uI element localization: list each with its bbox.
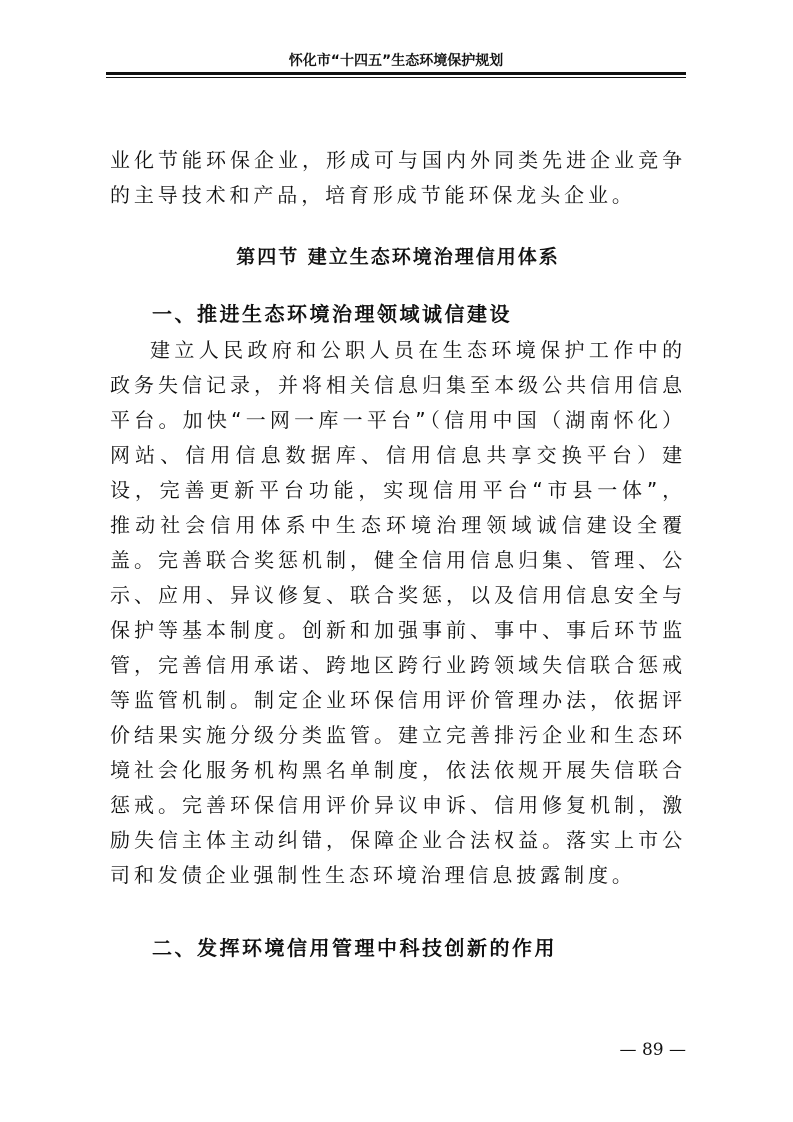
- section-heading: 第四节 建立生态环境治理信用体系: [236, 246, 560, 268]
- continuation-block: [110, 143, 686, 213]
- subsection-1-body: [110, 333, 686, 893]
- subsection-heading-2: 二、发挥环境信用管理中科技创新的作用: [152, 936, 557, 960]
- running-header-title: 怀化市“十四五”生态环境保护规划: [288, 53, 504, 69]
- header-rule-thin: [106, 77, 686, 78]
- subsection-heading-1: 一、推进生态环境治理领域诚信建设: [152, 302, 512, 326]
- subsection-1-paragraph: 建立人民政府和公职人员在生态环境保护工作中的政务失信记录，并将相关信息归集至本级公共信用信息平台。加快“一网一库一平台”（信用中国（湖南怀化）网站、信用信息数据库、信用信息共享交换平台）建设，完善更新平台功能，实现信用平台“市县一体”，推动社会信用体系中生态环境治理领域诚信建设全覆盖。完善联合奖惩机制，健全信用信息归集、管理、公示、应用、异议修复、联合奖惩，以及信用信息安全与保护等基本制度。创新和加强事前、事中、事后环节监管，完善信用承诺、跨地区跨行业跨领域失信联合惩戒等监管机制。制定企业环保信用评价管理办法，依据评价结果实施分级分类监管。建立完善排污企业和生态环境社会化服务机构黑名单制度，依法依规开展失信联合惩戒。完善环保信用评价异议申诉、信用修复机制，激励失信主体主动纠错，保障企业合法权益。落实上市公司和发债企业强制性生态环境治理信息披露制度。: [110, 338, 686, 887]
- continuation-paragraph: 业化节能环保企业，形成可与国内外同类先进企业竞争的主导技术和产品，培育形成节能环保龙头企业。: [110, 148, 686, 207]
- page-number: — 89 —: [619, 1040, 686, 1060]
- header-rule-thick: [106, 72, 686, 75]
